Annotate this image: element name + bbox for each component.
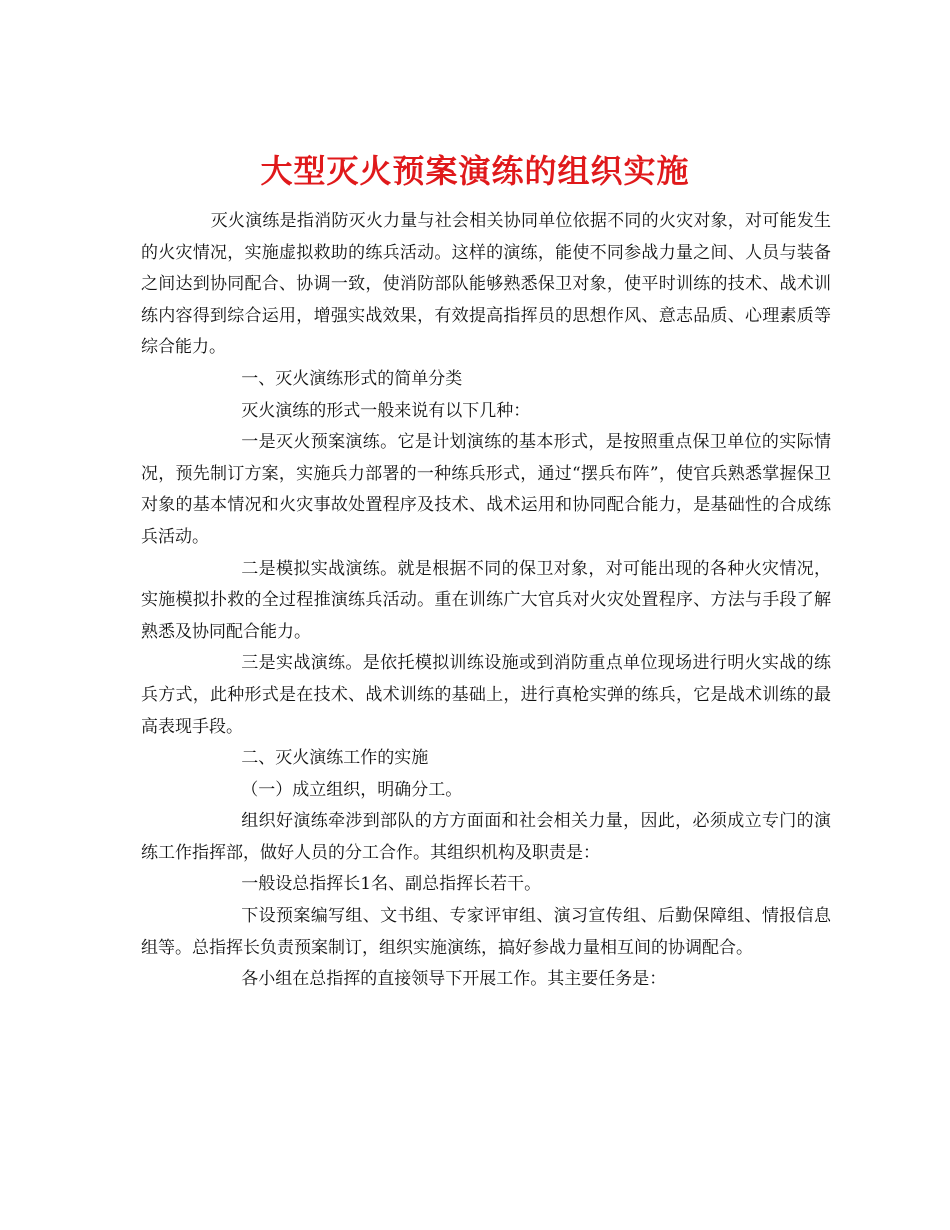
- paragraph: 一、灭火演练形式的简单分类: [241, 368, 463, 389]
- document-body: [141, 206, 831, 996]
- paragraph: （一）成立组织，明确分工。: [241, 779, 463, 800]
- paragraph: 组织好演练牵涉到部队的方方面面和社会相关力量，因此，必须成立专门的演练工作指挥部，做好人员的分工合作。其组织机构及职责是：: [141, 811, 831, 863]
- paragraph: 各小组在总指挥的直接领导下开展工作。其主要任务是：: [241, 969, 667, 990]
- paragraph: 灭火演练是指消防灭火力量与社会相关协同单位依据不同的火灾对象，对可能发生的火灾情况，实施虚拟救助的练兵活动。这样的演练，能使不同参战力量之间、人员与装备之间达到协同配合、协调一致，使消防部队能够熟悉保卫对象，使平时训练的技术、战术训练内容得到综合运用，增强实战效果，有效提高指挥员的思想作风、意志品质、心理素质等综合能力。: [141, 211, 831, 358]
- paragraph: 三是实战演练。是依托模拟训练设施或到消防重点单位现场进行明火实战的练兵方式，此种形式是在技术、战术训练的基础上，进行真枪实弹的练兵，它是战术训练的最高表现手段。: [141, 653, 831, 737]
- document-title: 大型灭火预案演练的组织实施: [260, 152, 690, 191]
- paragraph: 二、灭火演练工作的实施: [241, 748, 429, 769]
- paragraph: 一是灭火预案演练。它是计划演练的基本形式，是按照重点保卫单位的实际情况，预先制订方案，实施兵力部署的一种练兵形式，通过“摆兵布阵”，使官兵熟悉掌握保卫对象的基本情况和火灾事故处置程序及技术、战术运用和协同配合能力，是基础性的合成练兵活动。: [141, 432, 831, 547]
- paragraph: 下设预案编写组、文书组、专家评审组、演习宣传组、后勤保障组、情报信息组等。总指挥长负责预案制订，组织实施演练，搞好参战力量相互间的协调配合。: [141, 906, 831, 958]
- paragraph: 灭火演练的形式一般来说有以下几种：: [241, 400, 531, 421]
- paragraph: 一般设总指挥长1名、副总指挥长若干。: [241, 874, 542, 895]
- paragraph: 二是模拟实战演练。就是根据不同的保卫对象，对可能出现的各种火灾情况，实施模拟扑救的全过程推演练兵活动。重在训练广大官兵对火灾处置程序、方法与手段了解熟悉及协同配合能力。: [141, 558, 831, 642]
